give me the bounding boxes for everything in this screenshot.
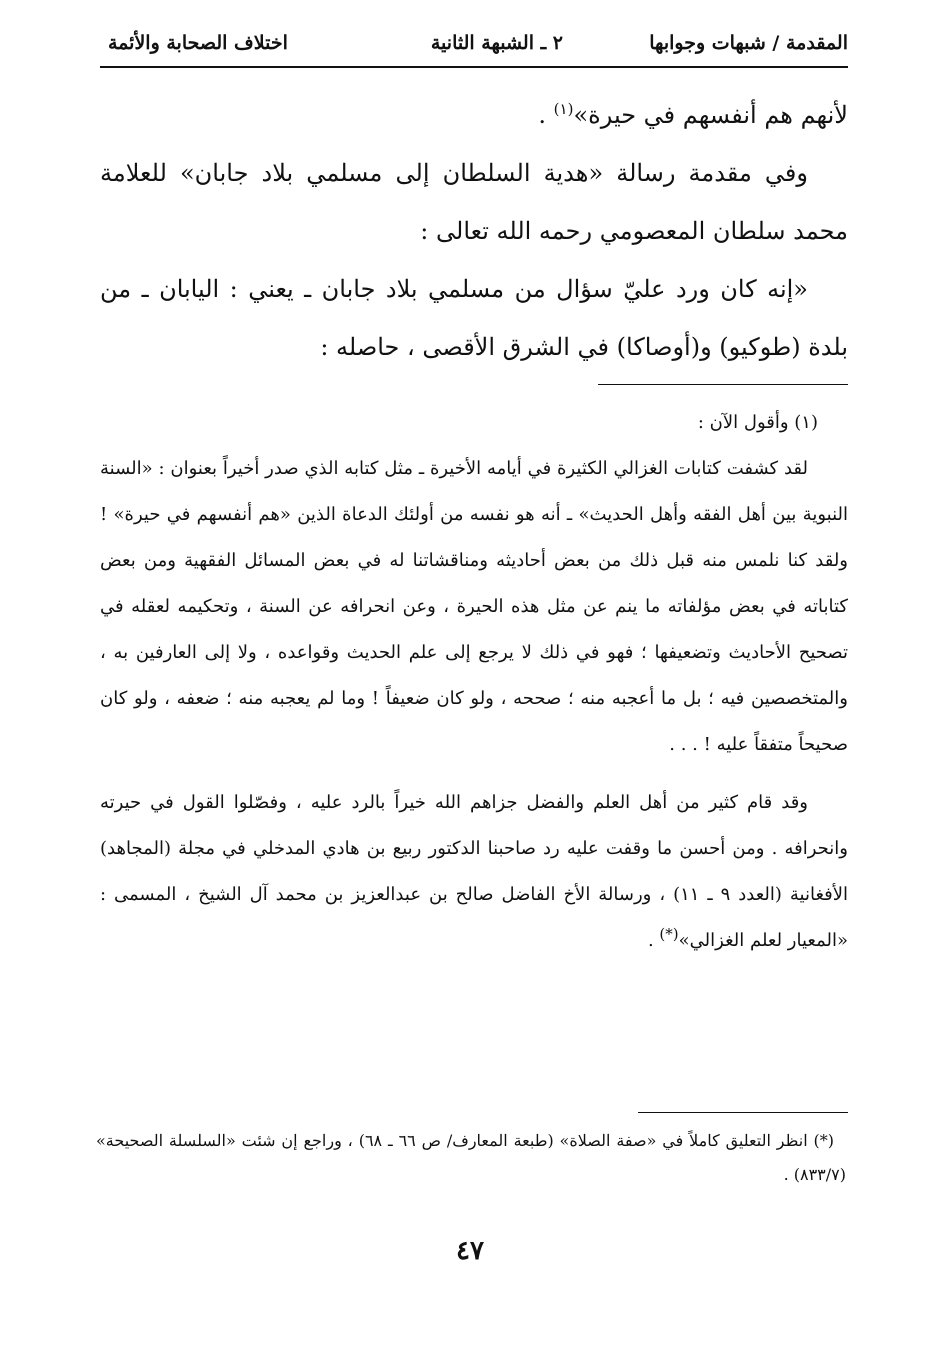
running-header xyxy=(100,26,848,66)
footnote-2-text: (*) انظر التعليق كاملاً في «صفة الصلاة» (طبعة المعارف/ ص ٦٦ ـ ٦٨) ، وراجع إن شئت «السلسلة الصحيحة» (٨٣٣/٧) . xyxy=(96,1131,846,1184)
footnote-ref-star: (*) xyxy=(659,925,679,943)
main-text xyxy=(100,86,848,376)
footnote-1-paragraph-1: لقد كشفت كتابات الغزالي الكثيرة في أيامه الأخيرة ـ مثل كتابه الذي صدر أخيراً بعنوان : «السنة النبوية بين أهل الفقه وأهل الحديث» ـ أنه هو نفسه من أولئك الدعاة الذين «هم أنفسهم في حيرة» ! ولقد كنا نلمس منه قبل ذلك من بعض أحاديثه ومناقشاتنا له في بعض المسائل الفقهية ومن بعض كتاباته في بعض مؤلفاته ما ينم عن مثل هذه الحيرة ، وعن انحرافه عن السنة ، وتحكيمه لعقله في تصحيح الأحاديث وتضعيفها ؛ فهو في ذلك لا يرجع إلى علم الحديث وقواعده ، ولا إلى العارفين به ، والمتخصصين فيه ؛ بل ما أعجبه منه ؛ صححه ، ولو كان ضعيفاً ! وما لم يعجبه منه ؛ ضعفه ، ولو كان صحيحاً متفقاً عليه ! . . . xyxy=(100,458,848,755)
header-chapter-title: ٢ ـ الشبهة الثانية xyxy=(430,32,563,54)
footnote-1 xyxy=(100,400,848,964)
footnote-2 xyxy=(96,1124,846,1192)
header-divider xyxy=(100,66,848,68)
footnote-separator-2 xyxy=(638,1112,848,1113)
footnote-ref-1: (١) xyxy=(553,100,574,118)
header-section-title: المقدمة / شبهات وجوابها xyxy=(649,32,848,54)
paragraph-3: «إنه كان ورد عليّ سؤال من مسلمي بلاد جابان ـ يعني : اليابان ـ من بلدة (طوكيو) و(أوصاكا) في الشرق الأقصى ، حاصله : xyxy=(100,275,848,361)
paragraph-2: وفي مقدمة رسالة «هدية السلطان إلى مسلمي بلاد جابان» للعلامة محمد سلطان المعصومي رحمه الله تعالى : xyxy=(100,159,848,245)
footnote-1-paragraph-2: وقد قام كثير من أهل العلم والفضل جزاهم الله خيراً بالرد عليه ، وفصّلوا القول في حيرته وانحرافه . ومن أحسن ما وقفت عليه رد صاحبنا الدكتور ربيع بن هادي المدخلي في مجلة (المجاهد) الأفغانية (العدد ٩ ـ ١١) ، ورسالة الأخ الفاضل صالح بن عبدالعزيز بن محمد آل الشيخ ، المسمى : «المعيار لعلم الغزالي»(*) . xyxy=(100,792,849,951)
paragraph-1: لأنهم هم أنفسهم في حيرة»$^{(١)}$ . xyxy=(538,100,848,129)
page-number: ٤٧ xyxy=(456,1236,484,1266)
footnote-1-label: (١) وأقول الآن : xyxy=(697,412,818,433)
header-book-title: اختلاف الصحابة والأئمة xyxy=(108,32,288,54)
footnote-separator xyxy=(598,384,848,385)
